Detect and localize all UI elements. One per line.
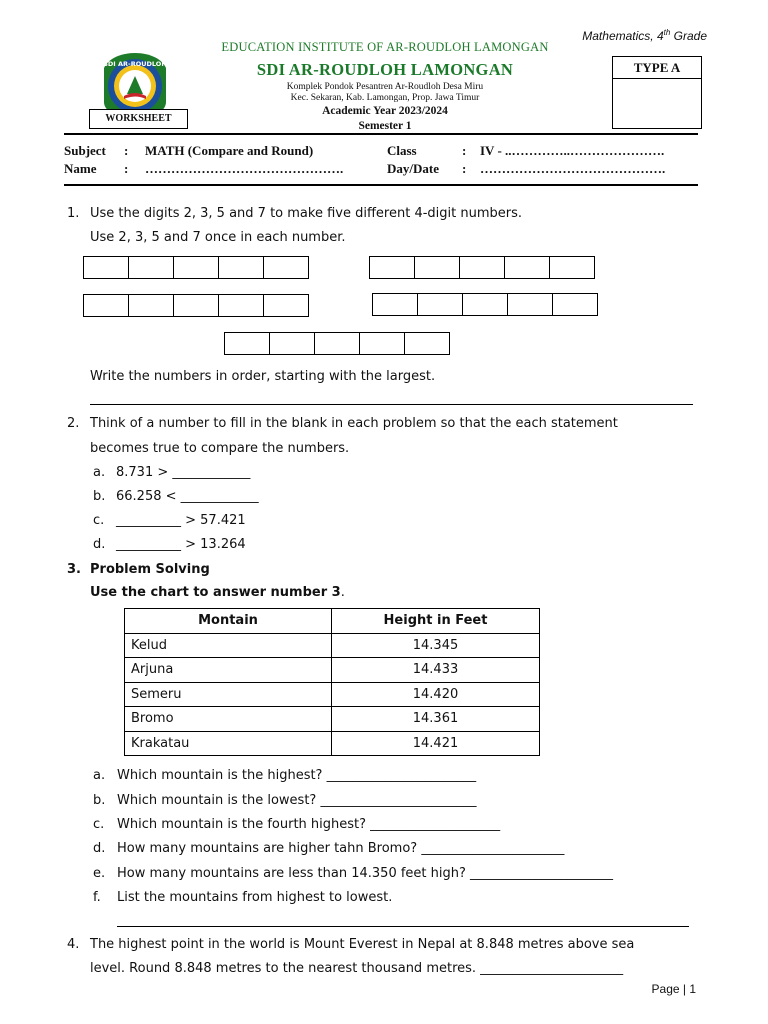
academic-year: Academic Year 2023/2024 — [322, 105, 448, 117]
digit-cell[interactable] — [549, 256, 595, 279]
digit-cell[interactable] — [173, 294, 219, 317]
q2-number: 2. — [67, 416, 80, 431]
digit-cell[interactable] — [128, 256, 174, 279]
q3-item-f-letter: f. — [93, 890, 101, 905]
header-divider-bottom — [64, 184, 698, 186]
digit-box-group-1 — [83, 256, 308, 279]
q3-item-c: Which mountain is the fourth highest? ____________________ — [117, 817, 501, 832]
mountain-name: Krakatau — [125, 731, 332, 756]
day-date-label: Day/Date — [387, 161, 439, 176]
day-date-field[interactable]: ……………………………………. — [480, 161, 666, 176]
institute-name: EDUCATION INSTITUTE OF AR-ROUDLOH LAMONGAN — [221, 40, 549, 54]
q3-item-f: List the mountains from highest to lowest. — [117, 890, 393, 905]
digit-cell[interactable] — [224, 332, 270, 355]
school-name: SDI AR-ROUDLOH LAMONGAN — [256, 60, 514, 79]
digit-cell[interactable] — [263, 294, 309, 317]
q3-chart-prompt: Use the chart to answer number 3. — [90, 585, 345, 600]
q2-item-d-letter: d. — [93, 537, 106, 552]
q2-item-c: __________ > 57.421 — [116, 513, 246, 528]
digit-cell[interactable] — [552, 293, 598, 316]
mountain-name: Kelud — [125, 633, 332, 658]
q4-line-2: level. Round 8.848 metres to the nearest thousand metres. ______________________ — [90, 961, 624, 976]
address-line-2: Kec. Sekaran, Kab. Lamongan, Prop. Jawa Timur — [290, 93, 480, 103]
digit-cell[interactable] — [414, 256, 460, 279]
school-header — [190, 40, 580, 134]
subject-colon: : — [124, 143, 129, 158]
q3-number: 3. — [67, 562, 81, 577]
subject-label: Subject — [64, 143, 106, 158]
name-field[interactable]: ………………………………………. — [145, 161, 344, 176]
digit-cell[interactable] — [128, 294, 174, 317]
header-divider-top — [64, 133, 698, 135]
digit-cell[interactable] — [507, 293, 553, 316]
q2-item-d: __________ > 13.264 — [116, 537, 246, 552]
type-label: TYPE A — [613, 57, 701, 79]
table-row — [125, 707, 540, 732]
name-label: Name — [64, 161, 97, 176]
q3-item-e: How many mountains are less than 14.350 feet high? ______________________ — [117, 866, 614, 881]
digit-cell[interactable] — [218, 294, 264, 317]
digit-cell[interactable] — [462, 293, 508, 316]
q2-line-2: becomes true to compare the numbers. — [90, 441, 350, 456]
q3-item-d: How many mountains are higher tahn Bromo? ______________________ — [117, 841, 565, 856]
digit-cell[interactable] — [372, 293, 418, 316]
class-colon: : — [462, 143, 467, 158]
q3-item-a-letter: a. — [93, 768, 106, 783]
digit-cell[interactable] — [269, 332, 315, 355]
class-label: Class — [387, 143, 417, 158]
digit-cell[interactable] — [314, 332, 360, 355]
q2-item-b: 66.258 < ____________ — [116, 489, 259, 504]
q3-item-a: Which mountain is the highest? _______________________ — [117, 768, 477, 783]
mountain-height: 14.433 — [332, 658, 540, 683]
q3-item-d-letter: d. — [93, 841, 106, 856]
page-number: Page | 1 — [651, 982, 696, 996]
digit-box-group-2 — [369, 256, 594, 279]
mountain-height: 14.421 — [332, 731, 540, 756]
subject-value: MATH (Compare and Round) — [145, 143, 314, 158]
q3-item-b: Which mountain is the lowest? ________________________ — [117, 793, 477, 808]
digit-cell[interactable] — [83, 294, 129, 317]
digit-cell[interactable] — [459, 256, 505, 279]
column-header-height: Height in Feet — [332, 609, 540, 634]
digit-cell[interactable] — [504, 256, 550, 279]
q1-line-2: Use 2, 3, 5 and 7 once in each number. — [90, 230, 346, 245]
mountain-height: 14.361 — [332, 707, 540, 732]
mountain-table — [124, 608, 540, 756]
digit-cell[interactable] — [404, 332, 450, 355]
q1-line-1: Use the digits 2, 3, 5 and 7 to make five different 4-digit numbers. — [90, 206, 523, 221]
mountain-height: 14.345 — [332, 633, 540, 658]
mountain-height: 14.420 — [332, 682, 540, 707]
digit-box-group-5 — [224, 332, 449, 355]
q2-item-c-letter: c. — [93, 513, 105, 528]
q3-title: Problem Solving — [90, 562, 210, 577]
worksheet-tag: WORKSHEET — [89, 109, 188, 129]
q4-number: 4. — [67, 937, 80, 952]
address-line-1: Komplek Pondok Pesantren Ar-Roudloh Desa Miru — [286, 82, 484, 92]
digit-box-group-3 — [83, 294, 308, 317]
q3-list-answer-line[interactable] — [117, 926, 689, 927]
q2-item-b-letter: b. — [93, 489, 106, 504]
table-row — [125, 633, 540, 658]
digit-cell[interactable] — [359, 332, 405, 355]
q3-item-b-letter: b. — [93, 793, 106, 808]
table-header-row — [125, 609, 540, 634]
student-info — [64, 143, 704, 179]
digit-cell[interactable] — [263, 256, 309, 279]
table-row — [125, 682, 540, 707]
q4-line-1: The highest point in the world is Mount Everest in Nepal at 8.848 metres above sea — [90, 937, 635, 952]
q3-item-c-letter: c. — [93, 817, 105, 832]
mountain-name: Arjuna — [125, 658, 332, 683]
q1-order-prompt: Write the numbers in order, starting with the largest. — [90, 369, 436, 384]
type-box — [612, 56, 702, 129]
digit-cell[interactable] — [83, 256, 129, 279]
digit-cell[interactable] — [218, 256, 264, 279]
grade-label: Mathematics, 4th Grade — [582, 28, 707, 43]
table-row — [125, 658, 540, 683]
q2-item-a: 8.731 > ____________ — [116, 465, 251, 480]
day-date-colon: : — [462, 161, 467, 176]
semester: Semester 1 — [358, 120, 412, 132]
logo-text: SDI AR-ROUDLOH — [103, 60, 167, 68]
digit-cell[interactable] — [417, 293, 463, 316]
mountain-name: Bromo — [125, 707, 332, 732]
q2-item-a-letter: a. — [93, 465, 106, 480]
table-row — [125, 731, 540, 756]
q1-number: 1. — [67, 206, 80, 221]
name-colon: : — [124, 161, 129, 176]
digit-cell[interactable] — [369, 256, 415, 279]
q3-item-e-letter: e. — [93, 866, 106, 881]
digit-cell[interactable] — [173, 256, 219, 279]
digit-box-group-4 — [372, 293, 597, 316]
column-header-mountain: Montain — [125, 609, 332, 634]
mountain-name: Semeru — [125, 682, 332, 707]
class-field[interactable]: IV - ..…………..…………………. — [480, 143, 665, 158]
q2-line-1: Think of a number to fill in the blank in each problem so that the each statement — [90, 416, 618, 431]
q1-answer-line[interactable] — [90, 404, 693, 405]
